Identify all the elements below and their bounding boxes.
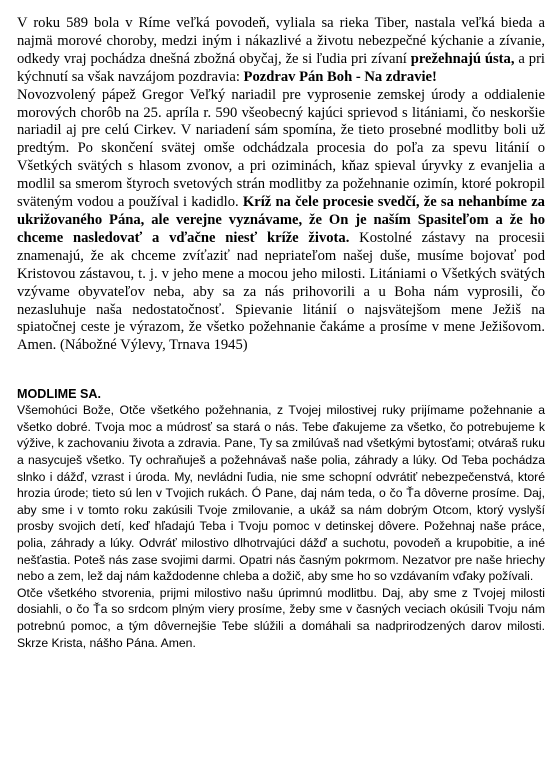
legend-paragraph-2 (17, 87, 545, 356)
legend-bold-text: prežehnajú ústa, (410, 50, 515, 67)
prayer-paragraph-2: Otče všetkého stvorenia, prijmi milostivo našu úprimnú modlitbu. Daj, aby sme z Tvojej milosti dosiahli, o čo Ťa so srdcom plným viery prosíme, žeby sme v časných veciach okúsili Tvoju nám potrebnú pomoc, a tým dôvernejšie Tebe slúžili a domáhali sa nadprirodzených darov milosti. Skrze Krista, nášho Pána. Amen. (17, 585, 545, 650)
legend-text: V roku 589 bola v Ríme veľká povodeň, vyliala sa rieka Tiber, nastala veľká bieda a najmä morové choroby, medzi iným i nákazlivé a životu nebezpečné kýchanie a zívanie, odkedy vraj pochádza dnešná zbožná obyčaj, že si ľudia pri zívaní (17, 15, 545, 67)
legend-bold-text: Pozdrav Pán Boh - Na zdravie! (243, 68, 437, 85)
legend-text: Novozvolený pápež Gregor Veľký nariadil pre vyprosenie zemskej úrody a oddialenie morových chorôb na 25. apríla r. 590 všeobecný kajúci sprievod s litániami, čo neskoršie nariadil aj pre celú Cirkev. V nariadení sám spomína, že tieto prosebné modlitby boli už predtým. Po skončení svätej omše odchádzala procesia do poľa za spevu litánií o Všetkých svätých s hlasom zvonov, a pri oziminách, kňaz spieval úryvky z evanjelia a modlil sa smerom štyroch svetových strán modlitby za požehnanie ozimín, ktoré pokropil sväteným vodou a používal i kadidlo. (17, 86, 545, 211)
legend-section (17, 15, 545, 355)
prayer-heading: MODLIME SA. (17, 387, 101, 402)
legend-paragraph-1 (17, 15, 545, 87)
legend-bold-text: Kríž na čele procesie svedčí, že sa nehanbíme za ukrižovaného Pána, ale verejne vyznávame, že On je naším Spasiteľom a že ho chceme nasledovať a vďačne niesť kríže života. (17, 194, 545, 246)
prayer-section (17, 402, 545, 651)
legend-text: a pri kýchnutí sa však navzájom pozdravia: (17, 50, 545, 85)
legend-text: Kostolné zástavy na procesii znamenajú, že ak chceme zvíťaziť nad nepriateľom našej duše, musíme bojovať pod Kristovou zástavou, t. j. v jeho mene a mocou jeho milosti. Litániami o Všetkých svätých vzývame obyvateľov neba, aby sa za nás prihovorili a u Boha nám vyprosili, čo nezasluhuje naša nedostatočnosť. Spievanie litánií o najsvätejšom mene Ježiš na spiatočnej ceste je výrazom, že všetko požehnanie čakáme a prosíme v mene Ježišovom. Amen. (Nábožné Výlevy, Trnava 1945) (17, 229, 545, 354)
prayer-paragraph-1: Všemohúci Bože, Otče všetkého požehnania, z Tvojej milostivej ruky prijímame požehnanie a všetko dobré. Tvoja moc a múdrosť sa stará o nás. Tebe ďakujeme za všetko, čo potrebujeme k výžive, k zachovaniu života a zdravia. Pane, Ty sa zmilúvaš nad všetkými bytosťami; otváraš ruku a nasycuješ všetko. Ty ochraňuješ a požehnávaš naše polia, záhrady a lúky. Od Teba pochádza slnko i dážď, vzrast i úroda. My, nevládni ľudia, nie sme schopní odvrátiť nebezpečenstvá, ktoré hrozia úrode; tieto sú len v Tvojich rukách. Ó Pane, daj nám teda, o čo Ťa dôverne prosíme. Daj, aby sme i v tomto roku zakúsili Tvoje zmilovanie, a ukáž sa nám dobrým Otcom, ktorý vyslyší prosby svojich detí, keď hľadajú Teba i Tvoju pomoc v detinskej dôvere. Požehnaj naše práce, polia, záhrady a lúky. Odvráť milostivo dlhotrvajúci dážď a suchotu, povodeň a krupobitie, a iné nešťastia. Poteš nás zase svojimi darmi. Opatri nás časným pokrmom. Nezatvor pre naše hriechy nebo a zem, lež daj nám každodenne chleba a dožič, aby sme ho so vzdávaním vďaky požívali. (17, 403, 545, 584)
